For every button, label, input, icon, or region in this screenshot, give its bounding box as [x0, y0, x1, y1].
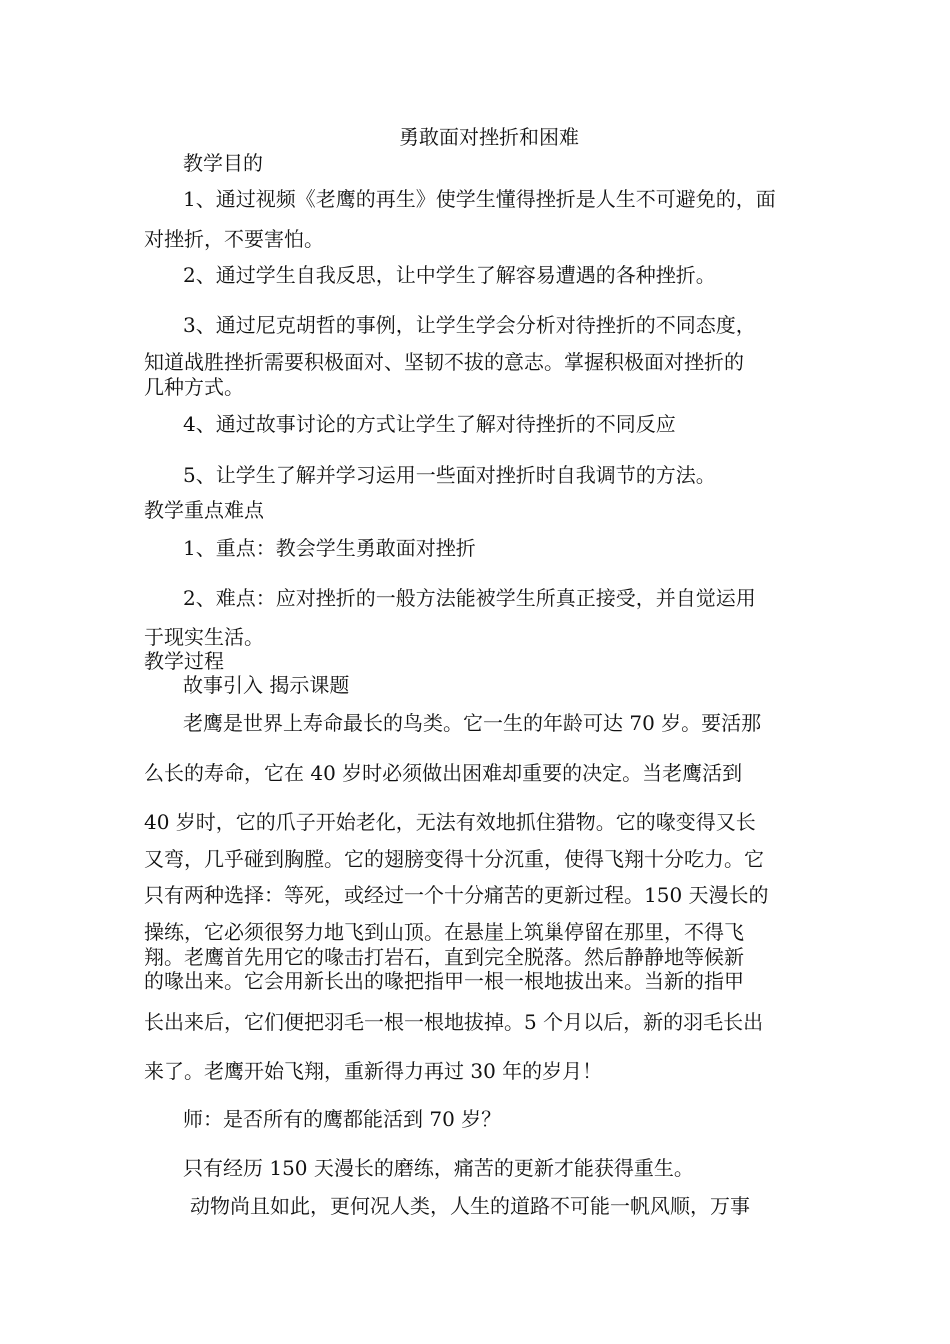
paragraph-line: 2、难点：应对挫折的一般方法能被学生所真正接受，并自觉运用	[183, 586, 756, 610]
paragraph-line: 师：是否所有的鹰都能活到 70 岁？	[183, 1107, 502, 1131]
paragraph-line: 于现实生活。	[144, 625, 264, 649]
paragraph-line: 1、重点：教会学生勇敢面对挫折	[183, 536, 476, 560]
paragraph-line: 老鹰是世界上寿命最长的鸟类。它一生的年龄可达 70 岁。要活那	[183, 711, 762, 735]
paragraph-line: 的喙出来。它会用新长出的喙把指甲一根一根地拔出来。当新的指甲	[144, 969, 744, 993]
paragraph-line: 操练，它必须很努力地飞到山顶。在悬崖上筑巢停留在那里，不得飞	[144, 920, 744, 944]
paragraph-line: 只有经历 150 天漫长的磨练，痛苦的更新才能获得重生。	[183, 1156, 694, 1180]
paragraph-line: 只有两种选择：等死，或经过一个十分痛苦的更新过程。150 天漫长的	[144, 883, 769, 907]
paragraph-line: 长出来后，它们便把羽毛一根一根地拔掉。5 个月以后，新的羽毛长出	[144, 1010, 764, 1034]
paragraph-line: 40 岁时，它的爪子开始老化，无法有效地抓住猎物。它的喙变得又长	[144, 810, 756, 834]
paragraph-line: 又弯，几乎碰到胸膛。它的翅膀变得十分沉重，使得飞翔十分吃力。它	[144, 847, 764, 871]
paragraph-line: 3、通过尼克胡哲的事例，让学生学会分析对待挫折的不同态度，	[183, 313, 756, 337]
paragraph-line: 知道战胜挫折需要积极面对、坚韧不拔的意志。掌握积极面对挫折的	[144, 350, 744, 374]
paragraph-line: 2、通过学生自我反思，让中学生了解容易遭遇的各种挫折。	[183, 263, 716, 287]
paragraph-line: 5、让学生了解并学习运用一些面对挫折时自我调节的方法。	[183, 463, 716, 487]
paragraph-line: 几种方式。	[144, 375, 244, 399]
section-heading: 教学重点难点	[144, 498, 264, 522]
sub-heading: 故事引入 揭示课题	[183, 673, 350, 697]
section-heading: 教学目的	[183, 151, 263, 175]
paragraph-line: 4、通过故事讨论的方式让学生了解对待挫折的不同反应	[183, 412, 676, 436]
paragraph-line: 对挫折，不要害怕。	[144, 227, 324, 251]
page-title: 勇敢面对挫折和困难	[399, 125, 579, 149]
paragraph-line: 么长的寿命，它在 40 岁时必须做出困难却重要的决定。当老鹰活到	[144, 761, 743, 785]
section-heading: 教学过程	[144, 649, 224, 673]
paragraph-line: 翔。老鹰首先用它的喙击打岩石，直到完全脱落。然后静静地等候新	[144, 945, 744, 969]
paragraph-line: 1、通过视频《老鹰的再生》使学生懂得挫折是人生不可避免的，面	[183, 187, 776, 211]
paragraph-line: 来了。老鹰开始飞翔，重新得力再过 30 年的岁月！	[144, 1059, 603, 1083]
paragraph-line: 动物尚且如此，更何况人类，人生的道路不可能一帆风顺，万事	[190, 1194, 750, 1218]
